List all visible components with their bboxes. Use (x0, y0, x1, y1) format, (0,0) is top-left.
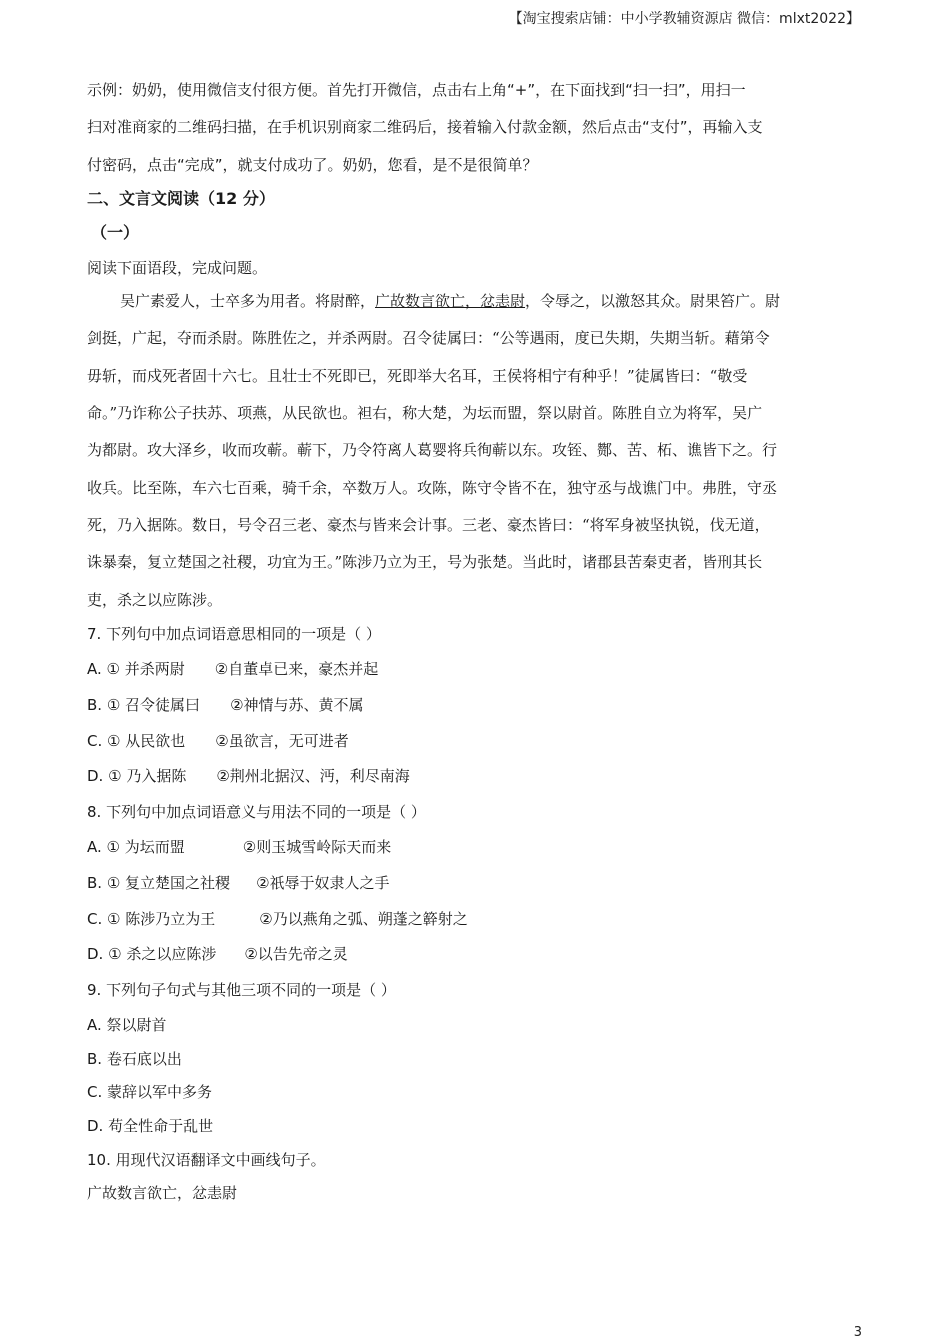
question-10-stem: 10. 用现代汉语翻译文中画线句子。 (87, 1151, 326, 1169)
example-line-3: 付密码，点击“完成”，就支付成功了。奶奶，您看，是不是很简单？ (87, 156, 538, 174)
question-8-option-c: C. ① 陈涉乃立为王 ②乃以燕角之弧、朔蓬之簳射之 (87, 910, 468, 928)
question-7-option-c: C. ① 从民欲也 ②虽欲言，无可进者 (87, 732, 349, 750)
example-line-2: 扫对准商家的二维码扫描，在手机识别商家二维码后，接着输入付款金额，然后点击“支付”，再输入支 (87, 118, 763, 136)
passage-line-1-end: ，令辱之，以激怒其众。尉果笞广。尉 (525, 292, 781, 310)
section-subtitle: （一） (91, 223, 140, 242)
option-letter: B. (87, 696, 103, 714)
option-letter: A. (87, 1016, 102, 1034)
question-7-option-d: D. ① 乃入据陈 ②荆州北据汉、沔，利尽南海 (87, 767, 410, 785)
question-7-option-a: A. ① 并杀两尉 ②自董卓已来，豪杰并起 (87, 660, 379, 678)
section-title: 二、文言文阅读（12 分） (87, 189, 275, 208)
option-letter: A. (87, 838, 102, 856)
question-8-stem: 8. 下列句中加点词语意义与用法不同的一项是（ ） (87, 803, 426, 821)
question-7-option-b: B. ① 召令徒属曰 ②神情与苏、黄不属 (87, 696, 364, 714)
question-9-option-b: B. 卷石底以出 (87, 1050, 182, 1068)
page-header: 【淘宝搜索店铺：中小学教辅资源店 微信：mlxt2022】 (508, 11, 860, 27)
question-9-option-d: D. 苟全性命于乱世 (87, 1117, 214, 1135)
option-letter: D. (87, 945, 104, 963)
question-9-option-c: C. 蒙辞以军中多务 (87, 1083, 213, 1101)
passage-line-3: 毋斩，而戍死者固十六七。且壮士不死即已，死即举大名耳，王侯将相宁有种乎！”徒属皆曰：“敬受 (87, 367, 748, 385)
option-letter: A. (87, 660, 102, 678)
question-9-option-a: A. 祭以尉首 (87, 1016, 167, 1034)
passage-line-7: 死，乃入据陈。数日，号令召三老、豪杰与皆来会计事。三老、豪杰皆曰：“将军身被坚执锐，伐无道， (87, 516, 770, 534)
option-letter: B. (87, 874, 103, 892)
reading-instruction: 阅读下面语段，完成问题。 (87, 259, 268, 277)
underlined-sentence: 广故数言欲亡，忿恚尉 (375, 292, 526, 310)
passage-line-4: 命。”乃诈称公子扶苏、项燕，从民欲也。袒右，称大楚，为坛而盟，祭以尉首。陈胜自立为将军，吴广 (87, 404, 763, 422)
option-letter: C. (87, 910, 103, 928)
option-letter: C. (87, 1083, 103, 1101)
option-letter: D. (87, 767, 104, 785)
passage-line-2: 剑挺，广起，夺而杀尉。陈胜佐之，并杀两尉。召令徒属曰：“公等遇雨，度已失期，失期当斩。藉第令 (87, 329, 770, 347)
passage-line-1 (120, 291, 780, 311)
question-10-sentence: 广故数言欲亡，忿恚尉 (87, 1184, 238, 1202)
question-9-stem: 9. 下列句子句式与其他三项不同的一项是（ ） (87, 981, 396, 999)
option-letter: C. (87, 732, 103, 750)
option-letter: D. (87, 1117, 104, 1135)
question-7-stem: 7. 下列句中加点词语意思相同的一项是（ ） (87, 625, 381, 643)
passage-line-8: 诛暴秦，复立楚国之社稷，功宜为王。”陈涉乃立为王，号为张楚。当此时，诸郡县苦秦吏者，皆刑其长 (87, 553, 763, 571)
question-8-option-a: A. ① 为坛而盟 ②则玉城雪岭际天而来 (87, 838, 392, 856)
option-letter: B. (87, 1050, 103, 1068)
question-8-option-d: D. ① 杀之以应陈涉 ②以告先帝之灵 (87, 945, 348, 963)
passage-line-6: 收兵。比至陈，车六七百乘，骑千余，卒数万人。攻陈，陈守令皆不在，独守丞与战谯门中。弗胜，守丞 (87, 479, 778, 497)
example-line-1: 示例：奶奶，使用微信支付很方便。首先打开微信，点击右上角“+”，在下面找到“扫一扫”，用扫一 (87, 81, 746, 99)
passage-line-5: 为都尉。攻大泽乡，收而攻蕲。蕲下，乃令符离人葛婴将兵徇蕲以东。攻铚、酂、苦、柘、谯皆下之。行 (87, 441, 778, 459)
question-8-option-b: B. ① 复立楚国之社稷 ②祇辱于奴隶人之手 (87, 874, 390, 892)
page-number: 3 (853, 1325, 862, 1340)
passage-line-1-start: 吴广素爱人，士卒多为用者。将尉醉， (120, 292, 376, 310)
passage-line-9: 吏，杀之以应陈涉。 (87, 591, 223, 609)
